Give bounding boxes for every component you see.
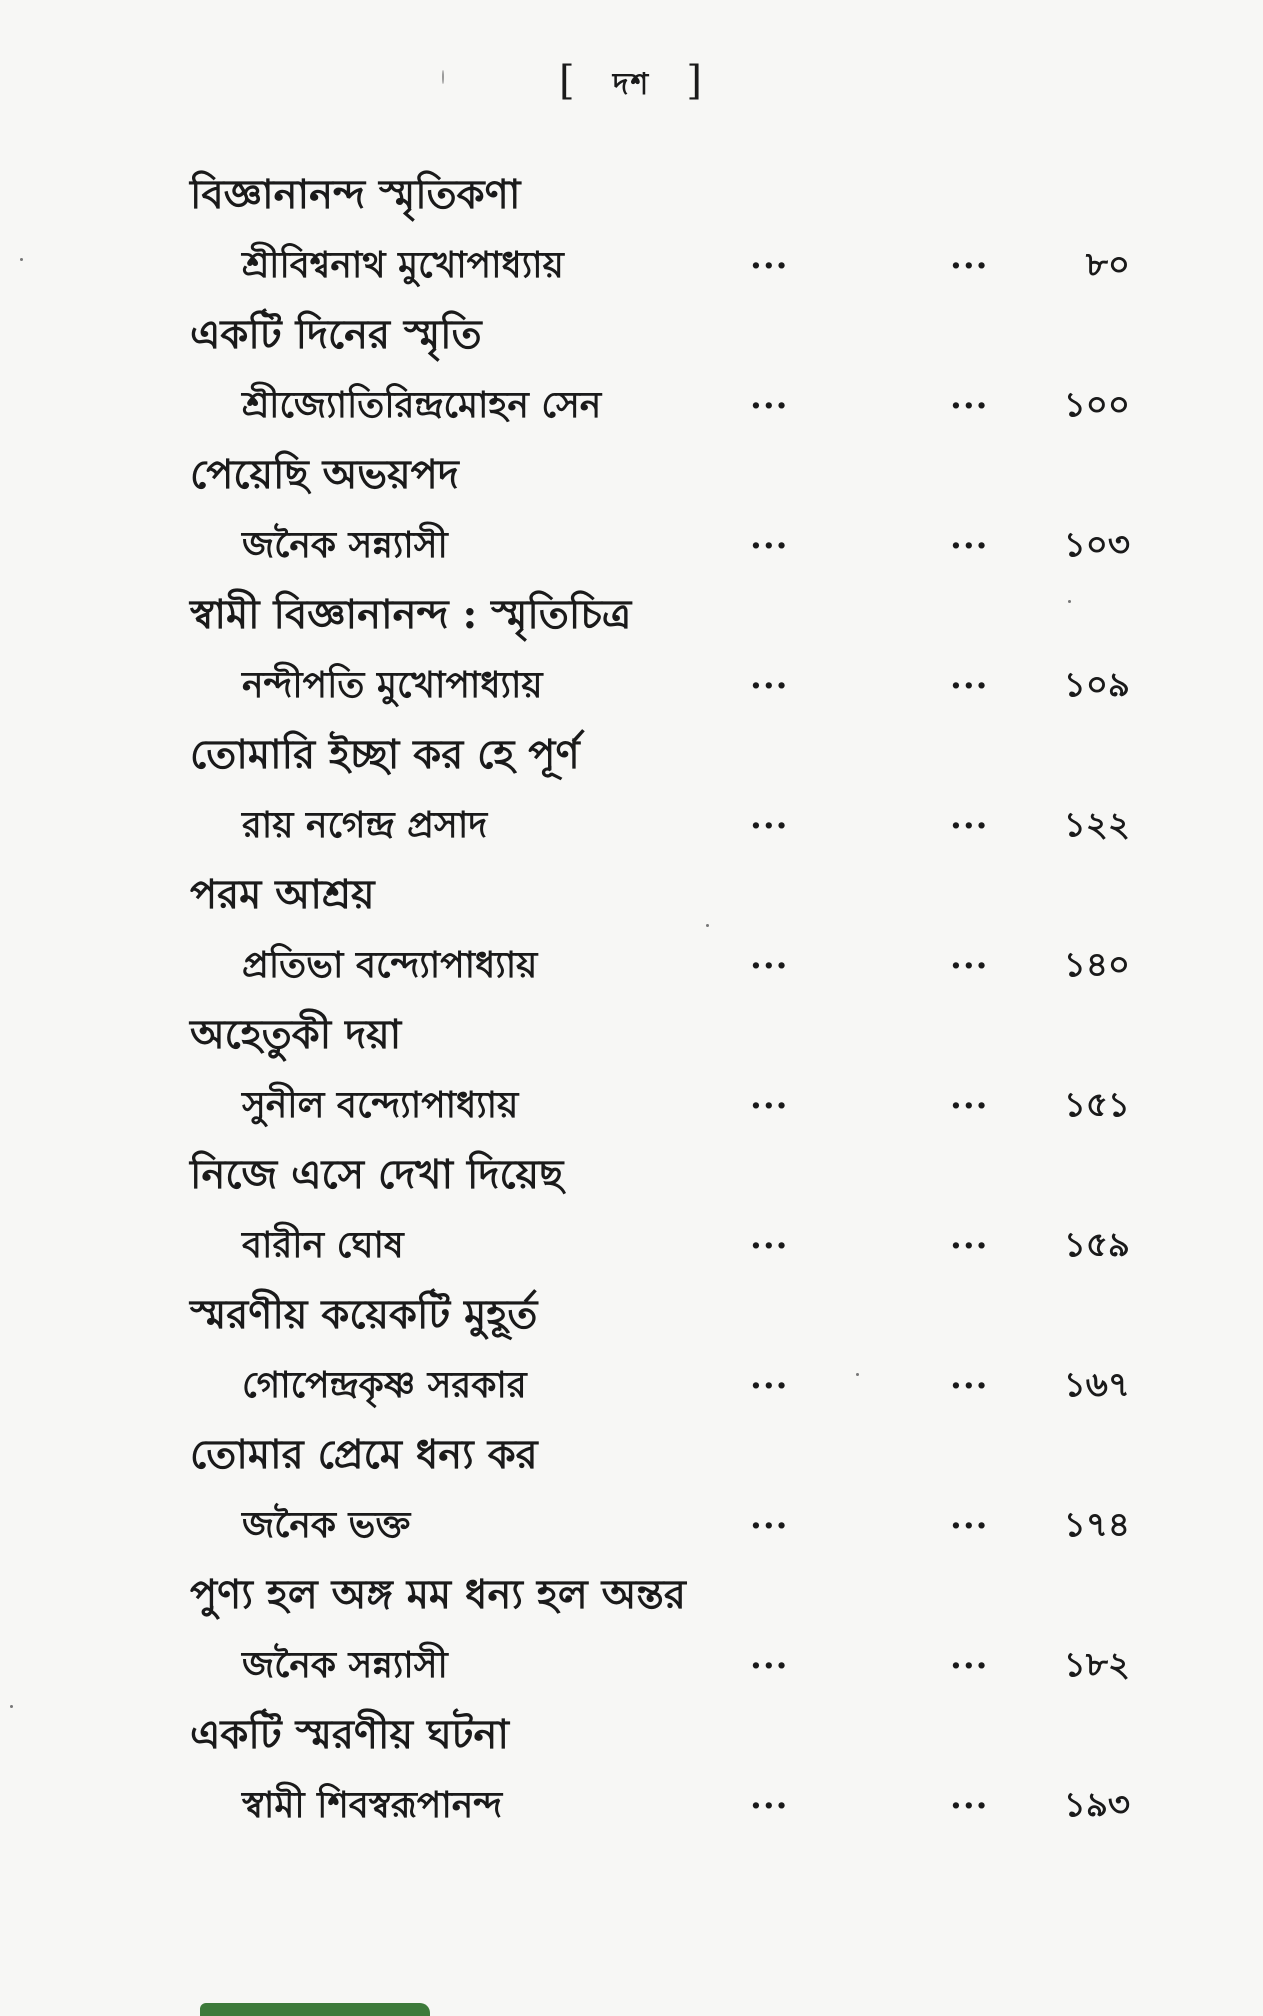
entry-title: একটি দিনের স্মৃতি <box>190 311 482 358</box>
leader-dots: ... <box>950 1497 989 1537</box>
leader-dots: ... <box>950 1637 989 1677</box>
entry-author-row <box>190 1350 1150 1420</box>
leader-dots: ... <box>750 657 789 697</box>
entry-author-row <box>190 1210 1150 1280</box>
leader-dots: ... <box>750 1217 789 1257</box>
print-speck <box>856 1373 859 1376</box>
entry-author: জনৈক ভক্ত <box>242 1504 411 1546</box>
toc-entry <box>190 1420 1150 1560</box>
entry-page-number: ১৬৭ <box>1063 1365 1130 1405</box>
print-speck <box>20 258 23 261</box>
entry-author: জনৈক সন্ন্যাসী <box>242 524 448 566</box>
toc-entry <box>190 160 1150 300</box>
leader-dots: ... <box>950 1077 989 1117</box>
leader-dots: ... <box>950 237 989 277</box>
leader-dots: ... <box>750 237 789 277</box>
entry-page-number: ১০০ <box>1063 385 1130 425</box>
entry-author-row <box>190 650 1150 720</box>
leader-dots: ... <box>950 937 989 977</box>
toc-entry <box>190 580 1150 720</box>
entry-page-number: ১৫১ <box>1063 1085 1130 1125</box>
open-bracket: [ <box>559 58 577 104</box>
entry-author-row <box>190 1490 1150 1560</box>
toc-entry <box>190 300 1150 440</box>
leader-dots: ... <box>950 1217 989 1257</box>
entry-title: একটি স্মরণীয় ঘটনা <box>190 1711 509 1758</box>
entry-page-number: ১০৯ <box>1063 665 1130 705</box>
entry-page-number: ৮০ <box>1085 245 1130 285</box>
leader-dots: ... <box>750 797 789 837</box>
entry-author: শ্রীবিশ্বনাথ মুখোপাধ্যায় <box>242 244 564 286</box>
entry-title: পেয়েছি অভয়পদ <box>190 451 459 498</box>
entry-title: তোমার প্রেমে ধন্য কর <box>190 1431 538 1478</box>
entry-page-number: ১৪০ <box>1063 945 1130 985</box>
entry-title: বিজ্ঞানানন্দ স্মৃতিকণা <box>190 171 521 218</box>
toc-entry <box>190 720 1150 860</box>
toc-entry <box>190 1140 1150 1280</box>
leader-dots: ... <box>750 937 789 977</box>
close-bracket: ] <box>686 58 704 104</box>
leader-dots: ... <box>950 657 989 697</box>
leader-dots: ... <box>950 1777 989 1817</box>
entry-author: গোপেন্দ্রকৃষ্ণ সরকার <box>242 1364 527 1406</box>
entry-author-row <box>190 790 1150 860</box>
leader-dots: ... <box>750 377 789 417</box>
page-header <box>0 58 1263 111</box>
page-edge-stain <box>200 2003 430 2016</box>
leader-dots: ... <box>950 517 989 557</box>
leader-dots: ... <box>750 517 789 557</box>
leader-dots: ... <box>750 1077 789 1117</box>
page-number-label: দশ <box>612 67 651 102</box>
leader-dots: ... <box>750 1497 789 1537</box>
entry-title: অহেতুকী দয়া <box>190 1011 402 1058</box>
print-speck <box>442 70 444 84</box>
entry-page-number: ১৮২ <box>1063 1645 1130 1685</box>
toc-entry <box>190 1700 1150 1840</box>
entry-title: পুণ্য হল অঙ্গ মম ধন্য হল অন্তর <box>190 1571 686 1618</box>
entry-title: তোমারি ইচ্ছা কর হে পূর্ণ <box>190 731 580 778</box>
entry-author-row <box>190 370 1150 440</box>
toc-entry <box>190 1280 1150 1420</box>
entry-author: জনৈক সন্ন্যাসী <box>242 1644 448 1686</box>
entry-author-row <box>190 230 1150 300</box>
entry-author: রায় নগেন্দ্র প্রসাদ <box>242 804 488 846</box>
entry-title: পরম আশ্রয় <box>190 871 375 918</box>
leader-dots: ... <box>950 797 989 837</box>
print-speck <box>706 924 709 927</box>
toc-entry <box>190 1000 1150 1140</box>
leader-dots: ... <box>750 1637 789 1677</box>
entry-author: শ্রীজ্যোতিরিন্দ্রমোহন সেন <box>242 384 602 426</box>
entry-page-number: ১৫৯ <box>1063 1225 1130 1265</box>
entry-page-number: ১৯৩ <box>1063 1785 1130 1825</box>
leader-dots: ... <box>950 377 989 417</box>
entry-author: সুনীল বন্দ্যোপাধ্যায় <box>242 1084 519 1126</box>
leader-dots: ... <box>750 1357 789 1397</box>
entry-author-row <box>190 1630 1150 1700</box>
entry-title: নিজে এসে দেখা দিয়েছ <box>190 1151 564 1198</box>
entry-author-row <box>190 1770 1150 1840</box>
entry-author: নন্দীপতি মুখোপাধ্যায় <box>242 664 543 706</box>
entry-title: স্মরণীয় কয়েকটি মুহূর্ত <box>190 1291 538 1338</box>
toc-entry <box>190 1560 1150 1700</box>
entry-title: স্বামী বিজ্ঞানানন্দ : স্মৃতিচিত্র <box>190 591 632 638</box>
entry-author: স্বামী শিবস্বরূপানন্দ <box>242 1784 503 1826</box>
leader-dots: ... <box>950 1357 989 1397</box>
print-speck <box>1068 600 1071 603</box>
entry-author-row <box>190 1070 1150 1140</box>
entry-page-number: ১০৩ <box>1063 525 1130 565</box>
entry-author-row <box>190 930 1150 1000</box>
table-of-contents <box>190 160 1150 1840</box>
entry-author: বারীন ঘোষ <box>242 1224 404 1266</box>
entry-author: প্রতিভা বন্দ্যোপাধ্যায় <box>242 944 538 986</box>
entry-page-number: ১৭৪ <box>1063 1505 1130 1545</box>
leader-dots: ... <box>750 1777 789 1817</box>
toc-entry <box>190 440 1150 580</box>
print-speck <box>10 1705 13 1708</box>
entry-author-row <box>190 510 1150 580</box>
entry-page-number: ১২২ <box>1063 805 1130 845</box>
toc-entry <box>190 860 1150 1000</box>
